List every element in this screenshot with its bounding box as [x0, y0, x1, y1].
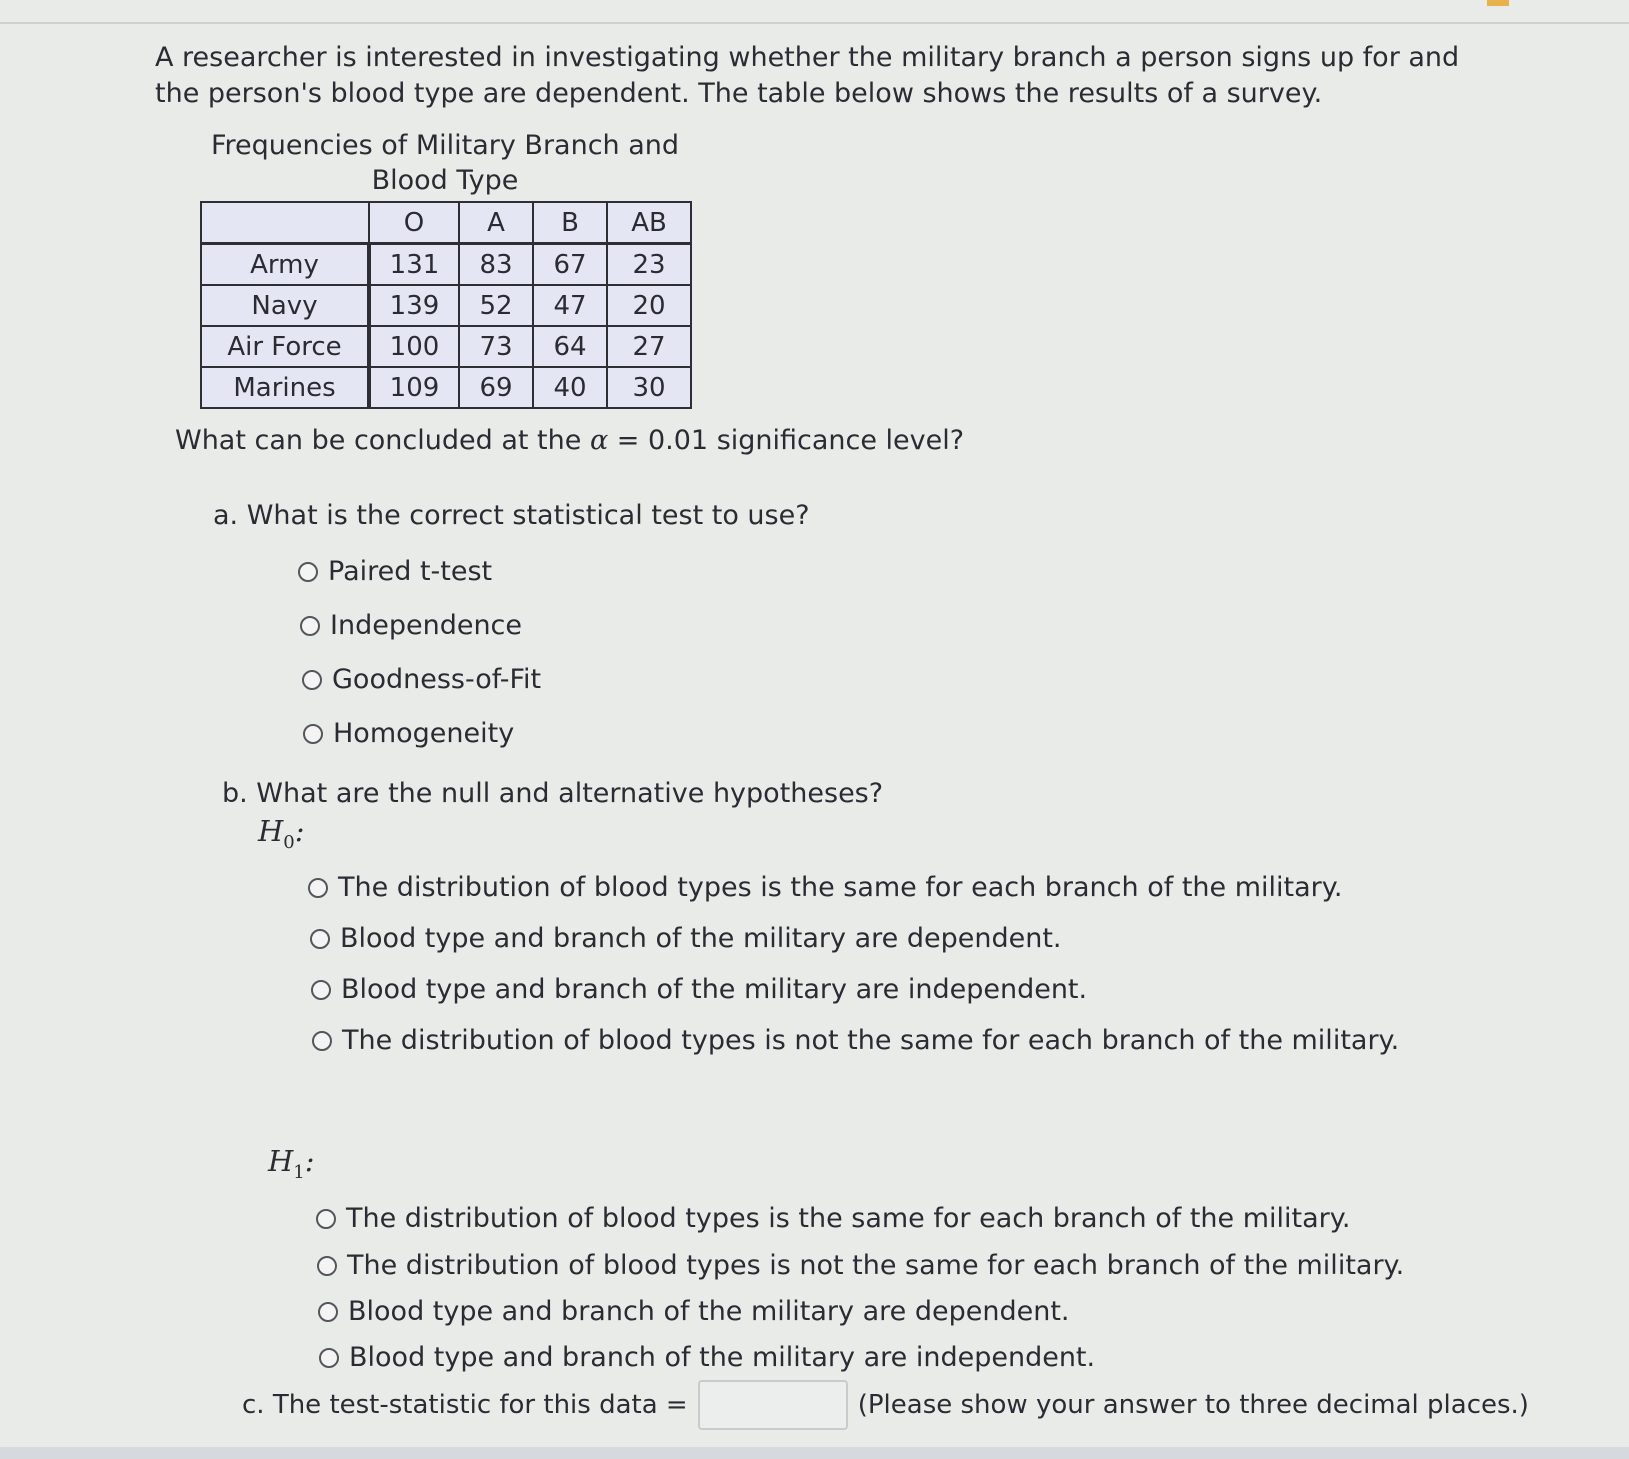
radio-icon[interactable]: [312, 1031, 332, 1051]
radio-icon[interactable]: [318, 1302, 338, 1322]
h0-letter: H: [258, 814, 284, 848]
table-cell: 131: [369, 244, 459, 286]
corner-mark: [1487, 0, 1509, 6]
h0-subscript: 0: [283, 831, 295, 853]
question-prefix: What can be concluded at the: [175, 425, 590, 456]
table-corner-cell: [201, 202, 369, 244]
alpha-symbol: α: [589, 425, 609, 456]
problem-intro: A researcher is interested in investigating whether the military branch a person signs up for and the person's blood type are dependent. The table below shows the results of a survey.: [155, 42, 1460, 109]
h1-letter: H: [268, 1144, 294, 1178]
table-cell: 109: [369, 367, 459, 408]
h1-option-same-distribution[interactable]: [316, 1203, 1350, 1234]
h1-option-independent[interactable]: [319, 1342, 1095, 1373]
h0-label: [258, 814, 305, 853]
table-cell: 83: [459, 244, 533, 286]
table-caption: Frequencies of Military Branch and Blood Type: [210, 130, 680, 196]
table-cell: 27: [607, 326, 691, 367]
table-cell: 100: [369, 326, 459, 367]
table-cell: 73: [459, 326, 533, 367]
table-row: [201, 326, 691, 367]
table-cell: 52: [459, 285, 533, 326]
option-label: Paired t-test: [328, 556, 493, 587]
table-cell: 30: [607, 367, 691, 408]
table-row: [201, 244, 691, 286]
test-option-goodness-of-fit[interactable]: [302, 664, 541, 695]
table-row: [201, 285, 691, 326]
significance-question: [175, 425, 964, 456]
option-label: Homogeneity: [333, 718, 515, 749]
radio-icon[interactable]: [310, 929, 330, 949]
h1-colon: :: [304, 1144, 315, 1178]
option-label: The distribution of blood types is the same for each branch of the military.: [338, 872, 1343, 903]
h1-label: [268, 1144, 315, 1183]
h0-option-independent[interactable]: [311, 974, 1087, 1005]
radio-icon[interactable]: [308, 878, 328, 898]
frequency-table: [200, 201, 692, 409]
option-label: The distribution of blood types is the same for each branch of the military.: [346, 1203, 1351, 1234]
table-cell: 69: [459, 367, 533, 408]
table-cell: 40: [533, 367, 607, 408]
option-label: Independence: [330, 610, 523, 641]
radio-icon[interactable]: [316, 1209, 336, 1229]
column-header: O: [369, 202, 459, 244]
option-label: Goodness-of-Fit: [332, 664, 542, 695]
test-statistic-input[interactable]: [698, 1380, 848, 1430]
option-label: The distribution of blood types is not the same for each branch of the military.: [347, 1250, 1405, 1281]
column-header: A: [459, 202, 533, 244]
row-header: Marines: [201, 367, 369, 408]
table-cell: 47: [533, 285, 607, 326]
table-cell: 64: [533, 326, 607, 367]
option-label: Blood type and branch of the military are dependent.: [340, 923, 1062, 954]
radio-icon[interactable]: [319, 1348, 339, 1368]
test-option-paired-t[interactable]: [298, 556, 492, 587]
option-label: Blood type and branch of the military are independent.: [349, 1342, 1096, 1373]
question-suffix: = 0.01 significance level?: [608, 425, 965, 456]
part-c-label: c. The test-statistic for this data =: [242, 1390, 688, 1420]
table-cell: 67: [533, 244, 607, 286]
test-option-independence[interactable]: [300, 610, 522, 641]
option-label: Blood type and branch of the military are dependent.: [348, 1296, 1070, 1327]
top-divider: [0, 22, 1629, 24]
option-label: The distribution of blood types is not the same for each branch of the military.: [342, 1025, 1400, 1056]
table-header-row: [201, 202, 691, 244]
h0-colon: :: [294, 814, 305, 848]
radio-icon[interactable]: [298, 562, 318, 582]
part-c-row: [242, 1380, 1529, 1430]
h1-option-dependent[interactable]: [318, 1296, 1070, 1327]
radio-icon[interactable]: [317, 1256, 337, 1276]
row-header: Army: [201, 244, 369, 286]
table-cell: 20: [607, 285, 691, 326]
bottom-divider: [0, 1447, 1629, 1459]
option-label: Blood type and branch of the military are independent.: [341, 974, 1088, 1005]
table-cell: 139: [369, 285, 459, 326]
radio-icon[interactable]: [300, 616, 320, 636]
table-row: [201, 367, 691, 408]
row-header: Navy: [201, 285, 369, 326]
h1-option-not-same-distribution[interactable]: [317, 1250, 1404, 1281]
radio-icon[interactable]: [311, 980, 331, 1000]
radio-icon[interactable]: [303, 724, 323, 744]
part-b-label: b. What are the null and alternative hypotheses?: [222, 778, 884, 809]
column-header: AB: [607, 202, 691, 244]
h1-subscript: 1: [293, 1161, 305, 1183]
test-option-homogeneity[interactable]: [303, 718, 514, 749]
table-cell: 23: [607, 244, 691, 286]
h0-option-not-same-distribution[interactable]: [312, 1025, 1399, 1056]
h0-option-same-distribution[interactable]: [308, 872, 1342, 903]
h0-option-dependent[interactable]: [310, 923, 1062, 954]
row-header: Air Force: [201, 326, 369, 367]
part-a-label: a. What is the correct statistical test to use?: [213, 500, 810, 531]
part-c-hint: (Please show your answer to three decimal places.): [857, 1390, 1529, 1420]
column-header: B: [533, 202, 607, 244]
radio-icon[interactable]: [302, 670, 322, 690]
